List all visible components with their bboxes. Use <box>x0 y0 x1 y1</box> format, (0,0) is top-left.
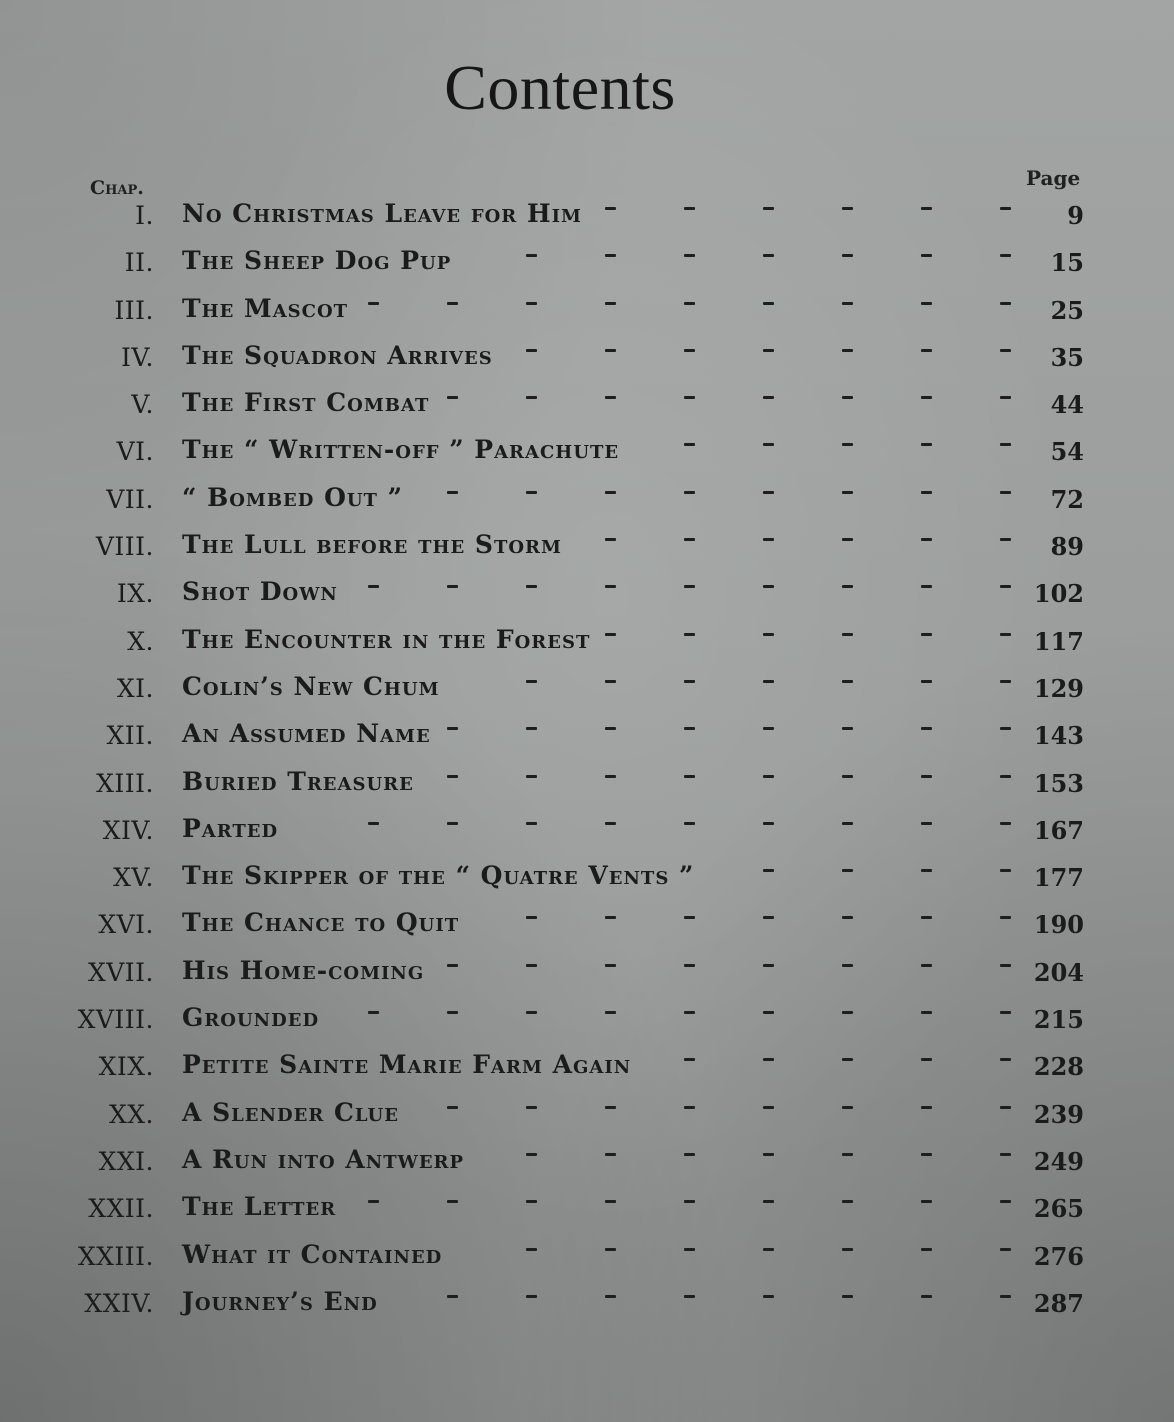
leader-dash <box>842 491 853 494</box>
leader-dash <box>1000 916 1011 919</box>
chapter-numeral: XXI. <box>98 1146 154 1176</box>
chapter-numeral: XIII. <box>96 768 154 798</box>
leader-dash <box>605 1153 616 1156</box>
leader-dash <box>684 916 695 919</box>
chapter-title: A Run into Antwerp <box>182 1144 465 1174</box>
leader-dash <box>605 1106 616 1109</box>
leader-dash <box>842 869 853 872</box>
leader-dash <box>684 727 695 730</box>
dot-leader <box>182 1185 1012 1215</box>
leader-dash <box>842 349 853 352</box>
leader-dash <box>526 349 537 352</box>
leader-dash <box>921 775 932 778</box>
leader-dash <box>684 585 695 588</box>
leader-dash <box>684 538 695 541</box>
leader-dash <box>1000 964 1011 967</box>
leader-dash <box>842 207 853 210</box>
leader-dash <box>605 585 616 588</box>
leader-dash <box>684 964 695 967</box>
chapter-numeral: XXIII. <box>77 1241 154 1271</box>
contents-row <box>0 852 1174 899</box>
chapter-numeral: VII. <box>106 484 154 514</box>
leader-dash <box>526 1153 537 1156</box>
dot-leader <box>182 476 1012 506</box>
dot-leader <box>182 760 1012 790</box>
contents-row <box>0 1183 1174 1230</box>
leader-dash <box>447 822 458 825</box>
contents-row <box>0 710 1174 757</box>
chapter-page: 190 <box>1033 910 1084 940</box>
chapter-title: The “ Written-off ” Parachute <box>182 435 620 465</box>
chapter-title: No Christmas Leave for Him <box>182 199 582 228</box>
leader-dash <box>921 443 932 446</box>
leader-dash <box>921 1011 932 1014</box>
leader-dash <box>763 964 774 967</box>
leader-dash <box>526 396 537 399</box>
chapter-page: 153 <box>1033 768 1084 798</box>
leader-dash <box>605 1011 616 1014</box>
leader-dash <box>368 585 379 588</box>
leader-dash <box>1000 538 1011 541</box>
leader-dash <box>1000 727 1011 730</box>
leader-dash <box>447 302 458 305</box>
leader-dash <box>763 916 774 919</box>
chapter-page: 167 <box>1033 815 1084 845</box>
leader-dash <box>605 775 616 778</box>
leader-dash <box>526 1248 537 1251</box>
leader-dash <box>526 727 537 730</box>
leader-dash <box>1000 349 1011 352</box>
leader-dash <box>684 633 695 636</box>
leader-dash <box>763 680 774 683</box>
leader-dash <box>605 1248 616 1251</box>
leader-dash <box>842 443 853 446</box>
leader-dash <box>921 349 932 352</box>
contents-row <box>0 237 1174 284</box>
leader-dash <box>763 1011 774 1014</box>
leader-dash <box>368 1011 379 1014</box>
dot-leader <box>182 1043 1012 1073</box>
chapter-column-header: Chap. <box>90 177 144 199</box>
chapter-title: Grounded <box>182 1003 320 1033</box>
chapter-numeral: VIII. <box>95 532 154 562</box>
contents-row <box>0 1231 1174 1278</box>
leader-dash <box>526 775 537 778</box>
dot-leader <box>182 1138 1012 1168</box>
leader-dash <box>447 1200 458 1203</box>
chapter-title: Buried Treasure <box>182 766 414 796</box>
leader-dash <box>526 491 537 494</box>
leader-dash <box>842 254 853 257</box>
leader-dash <box>526 585 537 588</box>
leader-dash <box>1000 1153 1011 1156</box>
chapter-page: 35 <box>1050 342 1084 372</box>
leader-dash <box>684 680 695 683</box>
leader-dash <box>605 1295 616 1298</box>
leader-dash <box>842 1011 853 1014</box>
chapter-numeral: III. <box>114 295 154 325</box>
leader-dash <box>447 1295 458 1298</box>
chapter-page: 117 <box>1033 626 1084 656</box>
leader-dash <box>921 207 932 210</box>
leader-dash <box>921 254 932 257</box>
contents-row <box>0 899 1174 946</box>
leader-dash <box>763 396 774 399</box>
chapter-numeral: XIV. <box>102 815 154 845</box>
chapter-page: 89 <box>1050 532 1084 562</box>
leader-dash <box>526 1200 537 1203</box>
leader-dash <box>368 822 379 825</box>
leader-dash <box>842 822 853 825</box>
leader-dash <box>921 491 932 494</box>
leader-dash <box>605 727 616 730</box>
chapter-title: “ Bombed Out ” <box>182 482 404 512</box>
chapter-numeral: XVI. <box>98 910 154 940</box>
chapter-title: The Chance to Quit <box>182 908 460 938</box>
leader-dash <box>842 1058 853 1061</box>
dot-leader <box>182 570 1012 600</box>
leader-dash <box>684 207 695 210</box>
leader-dash <box>921 1106 932 1109</box>
leader-dash <box>684 349 695 352</box>
chapter-page: 54 <box>1050 437 1084 467</box>
leader-dash <box>921 585 932 588</box>
leader-dash <box>1000 1248 1011 1251</box>
chapter-numeral: XI. <box>116 673 154 703</box>
contents-list <box>0 190 1174 1325</box>
leader-dash <box>447 396 458 399</box>
leader-dash <box>447 491 458 494</box>
contents-row <box>0 805 1174 852</box>
leader-dash <box>763 1058 774 1061</box>
page-title: Contents <box>444 52 676 123</box>
leader-dash <box>842 727 853 730</box>
chapter-title: His Home-coming <box>182 955 425 985</box>
chapter-page: 249 <box>1033 1146 1084 1176</box>
leader-dash <box>684 1295 695 1298</box>
chapter-numeral: X. <box>127 626 154 656</box>
leader-dash <box>605 633 616 636</box>
leader-dash <box>684 822 695 825</box>
leader-dash <box>921 822 932 825</box>
leader-dash <box>526 254 537 257</box>
page-column-header: Page <box>1026 166 1081 190</box>
dot-leader <box>182 712 1012 742</box>
leader-dash <box>605 302 616 305</box>
leader-dash <box>526 1011 537 1014</box>
leader-dash <box>1000 207 1011 210</box>
dot-leader <box>182 665 1012 695</box>
leader-dash <box>1000 822 1011 825</box>
leader-dash <box>447 1011 458 1014</box>
dot-leader <box>182 854 1012 884</box>
leader-dash <box>842 1200 853 1203</box>
dot-leader <box>182 523 1012 553</box>
leader-dash <box>684 1153 695 1156</box>
chapter-page: 239 <box>1033 1099 1084 1129</box>
leader-dash <box>605 254 616 257</box>
leader-dash <box>842 775 853 778</box>
chapter-numeral: XV. <box>113 863 154 893</box>
contents-row <box>0 663 1174 710</box>
chapter-numeral: V. <box>131 390 154 420</box>
leader-dash <box>763 1248 774 1251</box>
leader-dash <box>1000 396 1011 399</box>
dot-leader <box>182 1280 1012 1310</box>
chapter-page: 177 <box>1033 863 1084 893</box>
leader-dash <box>1000 633 1011 636</box>
chapter-title: Colin’s New Chum <box>182 671 440 701</box>
chapter-page: 25 <box>1050 295 1084 325</box>
leader-dash <box>921 396 932 399</box>
contents-row <box>0 1278 1174 1325</box>
chapter-page: 204 <box>1033 957 1084 987</box>
leader-dash <box>921 1058 932 1061</box>
leader-dash <box>842 538 853 541</box>
leader-dash <box>763 538 774 541</box>
contents-row <box>0 426 1174 473</box>
dot-leader <box>182 287 1012 317</box>
leader-dash <box>921 916 932 919</box>
chapter-page: 228 <box>1033 1052 1084 1082</box>
dot-leader <box>182 381 1012 411</box>
leader-dash <box>842 680 853 683</box>
contents-row <box>0 521 1174 568</box>
chapter-title: The Skipper of the “ Quatre Vents ” <box>182 861 695 891</box>
chapter-title: The Mascot <box>182 293 349 323</box>
leader-dash <box>1000 1011 1011 1014</box>
leader-dash <box>526 680 537 683</box>
dot-leader <box>182 996 1012 1026</box>
contents-row <box>0 1089 1174 1136</box>
chapter-page: 143 <box>1033 721 1084 751</box>
chapter-title: A Slender Clue <box>182 1097 399 1127</box>
leader-dash <box>763 1106 774 1109</box>
dot-leader <box>182 334 1012 364</box>
leader-dash <box>1000 585 1011 588</box>
leader-dash <box>526 916 537 919</box>
chapter-title: What it Contained <box>182 1239 443 1269</box>
chapter-numeral: XVII. <box>87 957 154 987</box>
leader-dash <box>763 633 774 636</box>
chapter-page: 276 <box>1033 1241 1084 1271</box>
chapter-page: 72 <box>1050 484 1084 514</box>
leader-dash <box>684 1106 695 1109</box>
dot-leader <box>182 192 1012 222</box>
chapter-page: 15 <box>1050 248 1084 278</box>
leader-dash <box>1000 680 1011 683</box>
leader-dash <box>921 1248 932 1251</box>
leader-dash <box>1000 1200 1011 1203</box>
chapter-page: 265 <box>1033 1194 1084 1224</box>
leader-dash <box>368 1200 379 1203</box>
leader-dash <box>1000 1058 1011 1061</box>
leader-dash <box>763 349 774 352</box>
chapter-numeral: VI. <box>116 437 154 467</box>
leader-dash <box>842 1106 853 1109</box>
chapter-title: The Letter <box>182 1192 337 1222</box>
contents-row <box>0 1041 1174 1088</box>
chapter-title: An Assumed Name <box>182 719 431 749</box>
chapter-title: Journey’s End <box>182 1286 378 1316</box>
leader-dash <box>447 775 458 778</box>
leader-dash <box>526 1106 537 1109</box>
leader-dash <box>526 964 537 967</box>
leader-dash <box>921 869 932 872</box>
leader-dash <box>526 302 537 305</box>
chapter-title: Shot Down <box>182 577 338 607</box>
leader-dash <box>763 1200 774 1203</box>
leader-dash <box>763 585 774 588</box>
leader-dash <box>605 1200 616 1203</box>
leader-dash <box>1000 869 1011 872</box>
leader-dash <box>605 538 616 541</box>
leader-dash <box>921 633 932 636</box>
contents-row <box>0 616 1174 663</box>
chapter-numeral: I. <box>135 201 154 230</box>
chapter-numeral: IV. <box>120 342 154 372</box>
contents-row <box>0 332 1174 379</box>
contents-row <box>0 474 1174 521</box>
contents-row <box>0 568 1174 615</box>
leader-dash <box>684 1248 695 1251</box>
chapter-numeral: IX. <box>116 579 154 609</box>
leader-dash <box>842 1248 853 1251</box>
leader-dash <box>921 1295 932 1298</box>
leader-dash <box>921 1153 932 1156</box>
leader-dash <box>763 775 774 778</box>
contents-row <box>0 190 1174 237</box>
chapter-page: 9 <box>1067 201 1084 230</box>
leader-dash <box>842 302 853 305</box>
dot-leader <box>182 901 1012 931</box>
leader-dash <box>605 349 616 352</box>
leader-dash <box>605 207 616 210</box>
leader-dash <box>526 1295 537 1298</box>
contents-row <box>0 285 1174 332</box>
leader-dash <box>842 964 853 967</box>
contents-row <box>0 1136 1174 1183</box>
leader-dash <box>1000 1295 1011 1298</box>
leader-dash <box>684 1200 695 1203</box>
chapter-title: Petite Sainte Marie Farm Again <box>182 1050 632 1080</box>
dot-leader <box>182 1233 1012 1263</box>
leader-dash <box>921 538 932 541</box>
leader-dash <box>921 964 932 967</box>
chapter-page: 102 <box>1033 579 1084 609</box>
leader-dash <box>605 491 616 494</box>
leader-dash <box>763 254 774 257</box>
leader-dash <box>763 491 774 494</box>
chapter-numeral: XIX. <box>98 1052 154 1082</box>
contents-row <box>0 758 1174 805</box>
leader-dash <box>684 396 695 399</box>
leader-dash <box>763 822 774 825</box>
chapter-title: The Lull before the Storm <box>182 530 562 560</box>
leader-dash <box>763 302 774 305</box>
leader-dash <box>763 1295 774 1298</box>
leader-dash <box>447 964 458 967</box>
leader-dash <box>842 1153 853 1156</box>
chapter-numeral: XXIV. <box>84 1288 154 1318</box>
chapter-title: The Sheep Dog Pup <box>182 246 452 276</box>
leader-dash <box>921 302 932 305</box>
leader-dash <box>447 1106 458 1109</box>
leader-dash <box>763 727 774 730</box>
leader-dash <box>1000 443 1011 446</box>
leader-dash <box>842 1295 853 1298</box>
dot-leader <box>182 428 1012 458</box>
leader-dash <box>842 916 853 919</box>
chapter-page: 215 <box>1033 1005 1084 1035</box>
chapter-numeral: II. <box>124 248 154 278</box>
leader-dash <box>684 1011 695 1014</box>
leader-dash <box>1000 302 1011 305</box>
dot-leader <box>182 1091 1012 1121</box>
leader-dash <box>1000 254 1011 257</box>
leader-dash <box>921 680 932 683</box>
leader-dash <box>684 1058 695 1061</box>
leader-dash <box>1000 1106 1011 1109</box>
leader-dash <box>684 254 695 257</box>
leader-dash <box>684 775 695 778</box>
leader-dash <box>605 680 616 683</box>
leader-dash <box>921 1200 932 1203</box>
chapter-numeral: XII. <box>106 721 154 751</box>
leader-dash <box>447 585 458 588</box>
leader-dash <box>842 396 853 399</box>
contents-row <box>0 994 1174 1041</box>
chapter-title: The First Combat <box>182 388 430 418</box>
leader-dash <box>447 727 458 730</box>
dot-leader <box>182 618 1012 648</box>
leader-dash <box>842 633 853 636</box>
leader-dash <box>763 1153 774 1156</box>
chapter-page: 287 <box>1033 1288 1084 1318</box>
dot-leader <box>182 807 1012 837</box>
leader-dash <box>605 916 616 919</box>
chapter-numeral: XXII. <box>88 1194 154 1224</box>
dot-leader <box>182 949 1012 979</box>
leader-dash <box>368 302 379 305</box>
leader-dash <box>842 585 853 588</box>
leader-dash <box>684 302 695 305</box>
leader-dash <box>684 491 695 494</box>
leader-dash <box>684 443 695 446</box>
leader-dash <box>605 396 616 399</box>
leader-dash <box>526 822 537 825</box>
leader-dash <box>605 964 616 967</box>
chapter-page: 129 <box>1033 673 1084 703</box>
contents-row <box>0 379 1174 426</box>
leader-dash <box>921 727 932 730</box>
leader-dash <box>763 869 774 872</box>
leader-dash <box>1000 491 1011 494</box>
leader-dash <box>605 822 616 825</box>
contents-row <box>0 947 1174 994</box>
dot-leader <box>182 239 1012 269</box>
chapter-title: The Squadron Arrives <box>182 340 493 370</box>
chapter-page: 44 <box>1050 390 1084 420</box>
leader-dash <box>763 207 774 210</box>
chapter-numeral: XX. <box>108 1099 154 1129</box>
leader-dash <box>763 443 774 446</box>
chapter-title: Parted <box>182 813 279 843</box>
chapter-numeral: XVIII. <box>77 1005 154 1035</box>
leader-dash <box>1000 775 1011 778</box>
chapter-title: The Encounter in the Forest <box>182 624 591 654</box>
